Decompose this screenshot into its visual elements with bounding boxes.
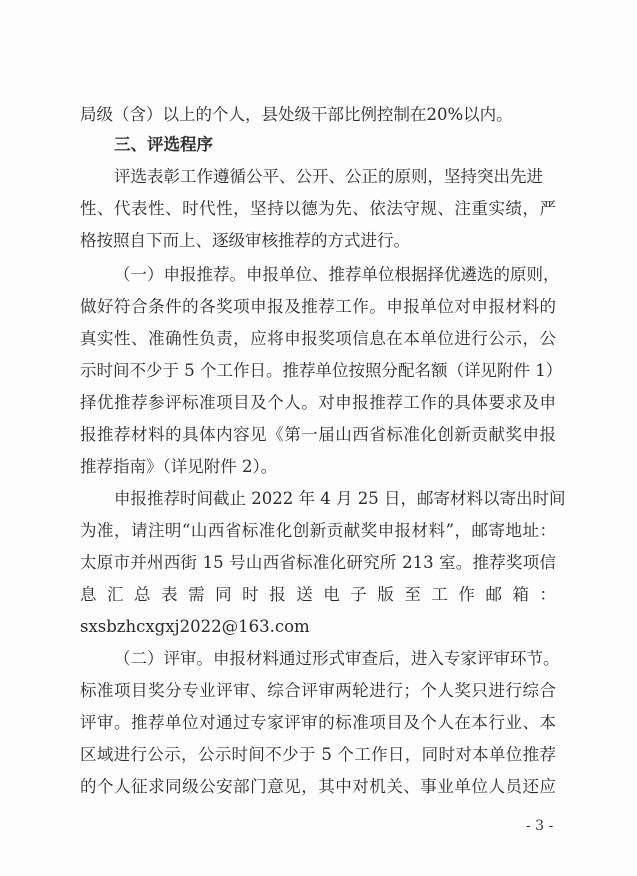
email-address: sxsbzhcxgxj2022@163.com bbox=[80, 617, 310, 636]
text-line: 报推荐材料的具体内容见《第一届山西省标准化创新贡献奖申报 bbox=[80, 425, 556, 444]
text-line: （一）申报推荐。申报单位、推荐单位根据择优遴选的原则， bbox=[114, 265, 560, 284]
text-line: 真实性、准确性负责，应将申报奖项信息在本单位进行公示，公 bbox=[80, 329, 556, 348]
text-line: 局级（含）以上的个人，县处级干部比例控制在20%以内。 bbox=[80, 105, 513, 124]
text-line: 为准，请注明“山西省标准化创新贡献奖申报材料”，邮寄地址： bbox=[80, 521, 556, 540]
text-line: 息汇总表需同时报送电子版至工作邮箱： bbox=[80, 585, 556, 604]
text-line: 太原市并州西街 15 号山西省标准化研究所 213 室。推荐奖项信 bbox=[80, 553, 556, 572]
text-line: 的个人征求同级公安部门意见，其中对机关、事业单位人员还应 bbox=[80, 777, 556, 796]
text-line: 格按照自下而上、逐级审核推荐的方式进行。 bbox=[80, 231, 410, 250]
text-line: 推荐指南》（详见附件 2）。 bbox=[80, 457, 278, 476]
section-heading: 三、评选程序 bbox=[114, 135, 213, 154]
text-line: 评选表彰工作遵循公平、公开、公正的原则，坚持突出先进 bbox=[114, 167, 543, 186]
text-line: 性、代表性、时代性，坚持以德为先、依法守规、注重实绩，严 bbox=[80, 199, 556, 218]
text-line: 评审。推荐单位对通过专家评审的标准项目及个人在本行业、本 bbox=[80, 713, 556, 732]
text-line: （二）评审。申报材料通过形式审查后，进入专家评审环节。 bbox=[114, 649, 560, 668]
text-line: 择优推荐参评标准项目及个人。对申报推荐工作的具体要求及申 bbox=[80, 393, 556, 412]
text-line: 示时间不少于 5 个工作日。推荐单位按照分配名额（详见附件 1） bbox=[80, 361, 563, 380]
text-line: 标准项目奖分专业评审、综合评审两轮进行；个人奖只进行综合 bbox=[80, 681, 556, 700]
page-number: - 3 - bbox=[526, 818, 554, 834]
text-line: 做好符合条件的各奖项申报及推荐工作。申报单位对申报材料的 bbox=[80, 297, 556, 316]
text-line: 区域进行公示，公示时间不少于 5 个工作日，同时对本单位推荐 bbox=[80, 745, 556, 764]
text-line: 申报推荐时间截止 2022 年 4 月 25 日，邮寄材料以寄出时间 bbox=[114, 489, 566, 508]
